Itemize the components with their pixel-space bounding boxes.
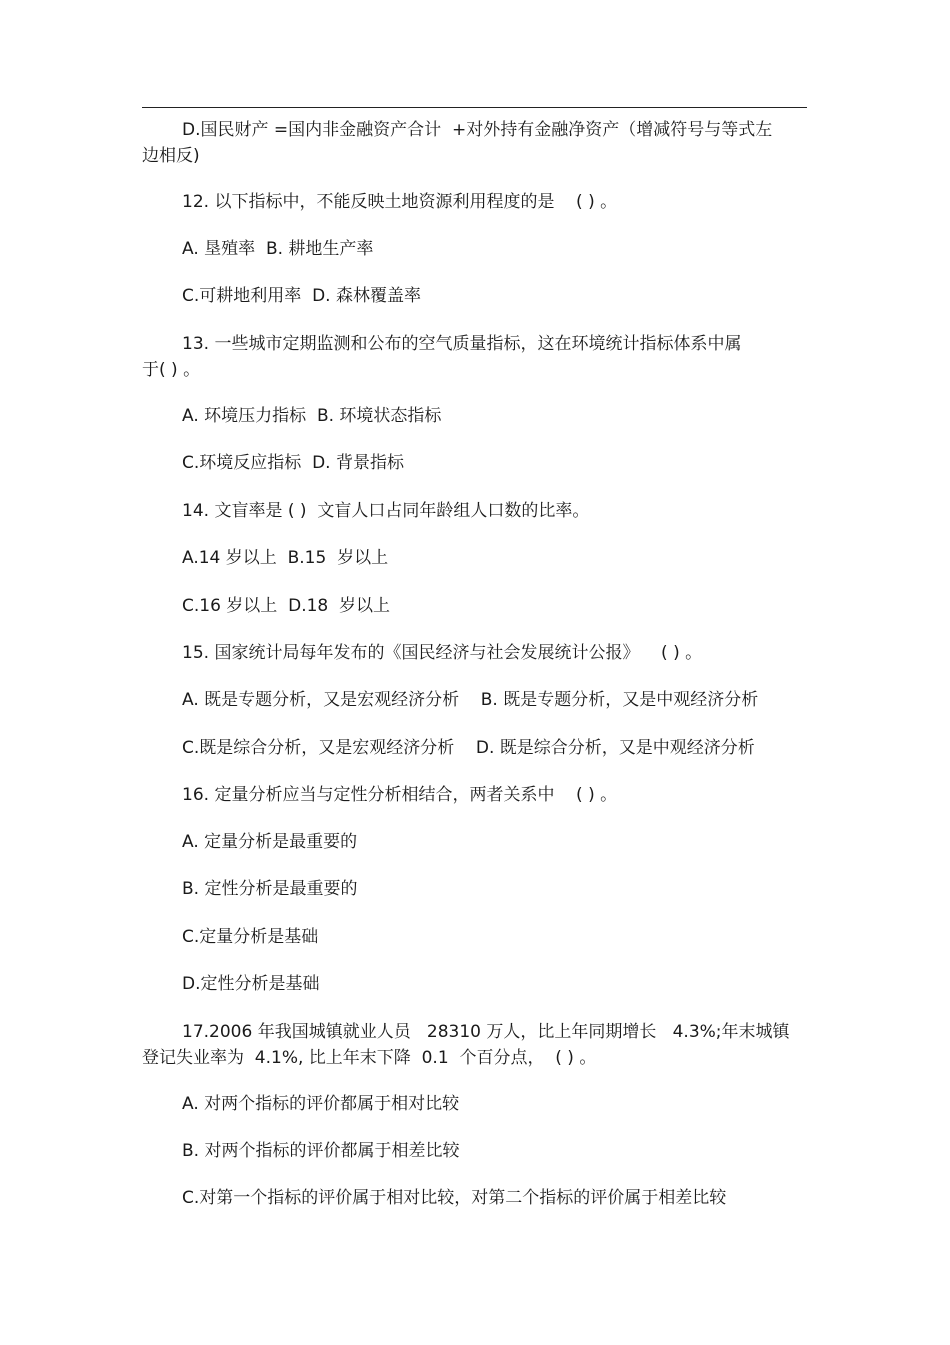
option-d-national-wealth: D.国民财产 =国内非金融资产合计 +对外持有金融净资产（增减符号与等式左 xyxy=(182,120,773,140)
question-17-option-a: A. 对两个指标的评价都属于相对比较 xyxy=(182,1094,460,1114)
question-16-option-a: A. 定量分析是最重要的 xyxy=(182,832,358,852)
question-14-options-cd: C.16 岁以上 D.18 岁以上 xyxy=(182,596,391,616)
question-12-options-ab: A. 垦殖率 B. 耕地生产率 xyxy=(182,239,374,259)
question-12: 12. 以下指标中，不能反映土地资源利用程度的是 ( ) 。 xyxy=(182,192,618,212)
question-14-options-ab: A.14 岁以上 B.15 岁以上 xyxy=(182,548,389,568)
question-16-option-d: D.定性分析是基础 xyxy=(182,974,320,994)
header-rule xyxy=(142,107,807,108)
option-d-continuation: 边相反) xyxy=(142,146,200,166)
question-14: 14. 文盲率是 ( ) 文盲人口占同年龄组人口数的比率。 xyxy=(182,501,590,521)
question-15-options-ab: A. 既是专题分析，又是宏观经济分析 B. 既是专题分析，又是中观经济分析 xyxy=(182,690,759,710)
question-16: 16. 定量分析应当与定性分析相结合，两者关系中 ( ) 。 xyxy=(182,785,618,805)
question-16-option-c: C.定量分析是基础 xyxy=(182,927,319,947)
question-17: 17.2006 年我国城镇就业人员 28310 万人，比上年同期增长 4.3%;年末城镇 xyxy=(182,1022,790,1042)
question-15-options-cd: C.既是综合分析，又是宏观经济分析 D. 既是综合分析，又是中观经济分析 xyxy=(182,738,755,758)
question-16-option-b: B. 定性分析是最重要的 xyxy=(182,879,358,899)
question-15: 15. 国家统计局每年发布的《国民经济与社会发展统计公报》 ( ) 。 xyxy=(182,643,703,663)
question-17-option-b: B. 对两个指标的评价都属于相差比较 xyxy=(182,1141,460,1161)
question-13-options-ab: A. 环境压力指标 B. 环境状态指标 xyxy=(182,406,442,426)
question-13-continuation: 于( ) 。 xyxy=(142,360,201,380)
question-13-options-cd: C.环境反应指标 D. 背景指标 xyxy=(182,453,404,473)
question-13: 13. 一些城市定期监测和公布的空气质量指标，这在环境统计指标体系中属 xyxy=(182,334,742,354)
question-17-option-c: C.对第一个指标的评价属于相对比较，对第二个指标的评价属于相差比较 xyxy=(182,1188,727,1208)
question-12-options-cd: C.可耕地利用率 D. 森林覆盖率 xyxy=(182,286,421,306)
question-17-continuation: 登记失业率为 4.1%, 比上年末下降 0.1 个百分点， ( ) 。 xyxy=(142,1048,597,1068)
